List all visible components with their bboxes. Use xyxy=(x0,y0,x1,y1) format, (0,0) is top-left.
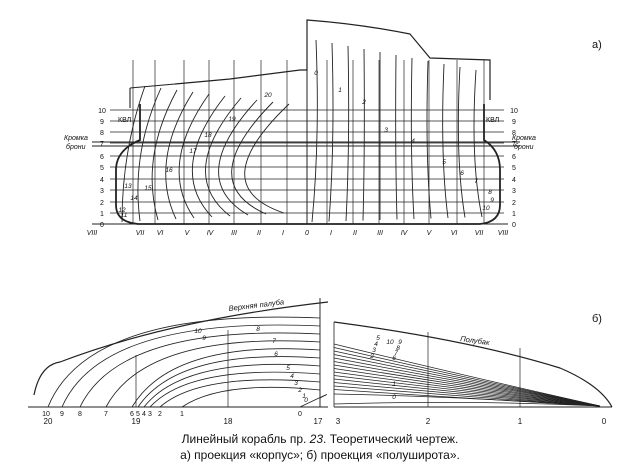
section-number-labels xyxy=(118,70,494,219)
aft-section-number: 19 xyxy=(228,116,236,123)
waterline-label: 10 xyxy=(510,108,518,115)
aft-curve-label: 3 xyxy=(294,380,298,387)
waterline-index-label: 6 xyxy=(130,411,134,418)
figure-caption-line2: а) проекция «корпус»; б) проекция «полуширота». xyxy=(180,448,460,462)
waterline-index-label: 2 xyxy=(158,411,162,418)
waterline-index-label: 9 xyxy=(60,411,64,418)
fwd-curve-label: 3 xyxy=(372,347,376,354)
fwd-curve-label: 0 xyxy=(392,394,396,401)
aft-curve-label: 6 xyxy=(274,351,278,358)
fwd-curve-label: 8 xyxy=(396,345,400,352)
aft-curve-label: 4 xyxy=(290,373,294,380)
waterline-labels-left xyxy=(98,108,106,229)
aft-curve-label: 1 xyxy=(302,393,306,400)
forecastle-label: Полубак xyxy=(459,334,491,348)
upper-deck-label: Верхняя палуба xyxy=(228,297,285,313)
aft-section-curve xyxy=(152,90,177,220)
aft-section-number: 12 xyxy=(118,207,126,214)
kvl-label-right: КВЛ xyxy=(486,117,500,124)
waterline-label: 8 xyxy=(100,130,104,137)
aft-waterline-curve xyxy=(80,333,320,407)
fwd-waterline-curve xyxy=(334,348,600,407)
fwd-curve-label: 6 xyxy=(392,355,396,362)
aft-frame-labels xyxy=(44,417,323,426)
fwd-section-number: 7 xyxy=(474,178,478,185)
caption-line1-suffix: . Теоретический чертеж. xyxy=(323,432,459,446)
waterline-index-label: 8 xyxy=(78,411,82,418)
aft-section-number: 15 xyxy=(144,185,152,192)
aft-curve-label: 2 xyxy=(298,387,302,394)
aft-waterline-curves xyxy=(48,317,327,407)
fwd-curve-label: 1 xyxy=(392,381,396,388)
frame-label: II xyxy=(257,230,261,237)
fwd-section-curve xyxy=(312,40,317,222)
frame-label: III xyxy=(377,230,383,237)
aft-section-number: 13 xyxy=(124,183,132,190)
waterline-index-label: 1 xyxy=(180,411,184,418)
frame-label: I xyxy=(282,230,284,237)
caption-project-number: 23 xyxy=(309,432,324,446)
aft-frame-label: 20 xyxy=(43,417,53,426)
waterline-index-label: 10 xyxy=(42,411,50,418)
fwd-waterline-curve xyxy=(334,369,600,407)
figure-caption xyxy=(0,432,640,447)
aft-curve-label: 8 xyxy=(256,326,260,333)
panel-b-tag: б) xyxy=(592,313,602,325)
aft-section-curve xyxy=(219,100,257,215)
waterline-label: 7 xyxy=(512,141,516,148)
waterline-label: 1 xyxy=(100,211,104,218)
fwd-section-curves xyxy=(312,40,482,222)
hull-outline-aft xyxy=(116,104,307,224)
aft-frame-label: 17 xyxy=(313,417,323,426)
aft-section-number: 11 xyxy=(120,212,128,219)
waterline-label: 1 xyxy=(512,211,516,218)
fwd-section-number: 10 xyxy=(482,205,490,212)
aft-section-curve xyxy=(138,88,161,221)
frame-label: I xyxy=(330,230,332,237)
fwd-section-curve xyxy=(443,64,448,218)
aft-curve-label: 7 xyxy=(272,338,276,345)
fwd-section-number: 2 xyxy=(362,99,366,106)
fwd-waterline-curve xyxy=(334,358,600,406)
fwd-section-curve xyxy=(474,70,482,217)
half-breadth-panel xyxy=(28,298,612,407)
kromka-label-left-2: брони xyxy=(66,144,86,151)
body-plan-panel xyxy=(92,20,520,224)
frame-label: V xyxy=(426,230,432,237)
waterline-label: 4 xyxy=(100,177,104,184)
fwd-section-number: 1 xyxy=(338,87,342,94)
fwd-waterline-curve xyxy=(334,365,600,406)
fwd-frame-labels xyxy=(336,417,607,426)
aft-deck-outline xyxy=(130,84,175,108)
fwd-section-number: 0 xyxy=(314,70,318,77)
frame-label: 0 xyxy=(305,230,309,237)
waterline-label: 0 xyxy=(100,222,104,229)
aft-waterline-index-labels xyxy=(42,411,302,418)
fwd-curve-label: 4 xyxy=(374,341,378,348)
aft-frame-label: 18 xyxy=(223,417,233,426)
waterline-label: 3 xyxy=(100,188,104,195)
waterline-labels-right xyxy=(510,108,518,229)
fwd-frame-label: 3 xyxy=(335,417,341,426)
waterline-label: 9 xyxy=(512,119,516,126)
fwd-section-number: 5 xyxy=(442,159,446,166)
aft-curve-label: 10 xyxy=(194,328,202,335)
waterline-index-label: 4 xyxy=(142,411,146,418)
fwd-section-number: 8 xyxy=(488,189,492,196)
kromka-label-left-1: Кромка xyxy=(64,135,88,142)
kromka-label-right-1: Кромка xyxy=(512,135,536,142)
fwd-curve-label: 7 xyxy=(394,350,398,357)
waterline-label: 7 xyxy=(100,141,104,148)
waterline-label: 9 xyxy=(100,119,104,126)
fwd-curve-label: 9 xyxy=(398,339,402,346)
fwd-frame-label: 2 xyxy=(425,417,431,426)
frame-label: VII xyxy=(474,230,484,237)
waterline-label: 2 xyxy=(512,200,516,207)
aft-section-number: 16 xyxy=(165,167,173,174)
aft-section-curve xyxy=(245,104,289,213)
aft-section-number: 20 xyxy=(264,92,272,99)
fwd-section-number: 9 xyxy=(490,197,494,204)
frame-label: VI xyxy=(156,230,164,237)
waterline-label: 5 xyxy=(512,165,516,172)
fwd-curve-label: 2 xyxy=(370,353,374,360)
fwd-curve-label: 10 xyxy=(386,339,394,346)
waterline-label: 6 xyxy=(100,154,104,161)
waterline-label: 5 xyxy=(100,165,104,172)
waterline-index-label: 7 xyxy=(104,411,108,418)
frame-number-labels xyxy=(87,230,509,237)
aft-curve-label: 0 xyxy=(304,397,308,404)
frame-label: VI xyxy=(450,230,458,237)
fwd-section-number: 4 xyxy=(411,138,415,145)
fwd-curve-label: 5 xyxy=(376,335,380,342)
aft-waterline-curve xyxy=(48,317,320,407)
fwd-section-curve xyxy=(396,55,397,220)
aft-waterline-curve xyxy=(106,341,320,407)
aft-curve-label: 5 xyxy=(286,365,290,372)
frame-label: IV xyxy=(206,230,214,237)
frame-label: VIII xyxy=(497,230,509,237)
frame-label: VIII xyxy=(86,230,98,237)
waterline-label: 8 xyxy=(512,130,516,137)
aft-section-number: 18 xyxy=(204,132,212,139)
frame-label: VII xyxy=(135,230,145,237)
fwd-frame-label: 0 xyxy=(601,417,607,426)
aft-curve-label: 9 xyxy=(202,335,206,342)
waterline-index-label: 5 xyxy=(136,411,140,418)
caption-line1-prefix: Линейный корабль пр. xyxy=(181,432,310,446)
fwd-section-number: 6 xyxy=(460,170,464,177)
waterline-index-label: 3 xyxy=(148,411,152,418)
aft-section-number: 14 xyxy=(130,195,138,202)
kromka-label-right-2: брони xyxy=(514,144,534,151)
aft-section-curves xyxy=(122,86,289,222)
hull-outline-fwd xyxy=(307,104,500,224)
panel-a-tag: а) xyxy=(592,39,602,51)
kvl-label-left: КВЛ xyxy=(118,117,132,124)
fwd-section-number: 3 xyxy=(384,127,388,134)
frame-label: V xyxy=(184,230,190,237)
fwd-frame-label: 1 xyxy=(517,417,523,426)
frame-label: IV xyxy=(400,230,408,237)
waterline-label: 4 xyxy=(512,177,516,184)
waterline-label: 2 xyxy=(100,200,104,207)
frame-label: III xyxy=(231,230,237,237)
aft-frame-label: 19 xyxy=(131,417,141,426)
aft-section-curve xyxy=(232,102,273,214)
waterline-label: 6 xyxy=(512,154,516,161)
waterline-label: 0 xyxy=(512,222,516,229)
fwd-waterline-curve xyxy=(334,376,600,407)
fwd-section-curve xyxy=(363,49,364,221)
aft-section-number: 17 xyxy=(189,148,197,155)
aft-section-curve xyxy=(166,92,193,219)
fwd-section-curve xyxy=(346,46,349,221)
aft-waterline-curve xyxy=(62,325,320,407)
waterline-index-label: 0 xyxy=(298,411,302,418)
waterline-label: 3 xyxy=(512,188,516,195)
waterline-label: 10 xyxy=(98,108,106,115)
frame-label: II xyxy=(353,230,357,237)
